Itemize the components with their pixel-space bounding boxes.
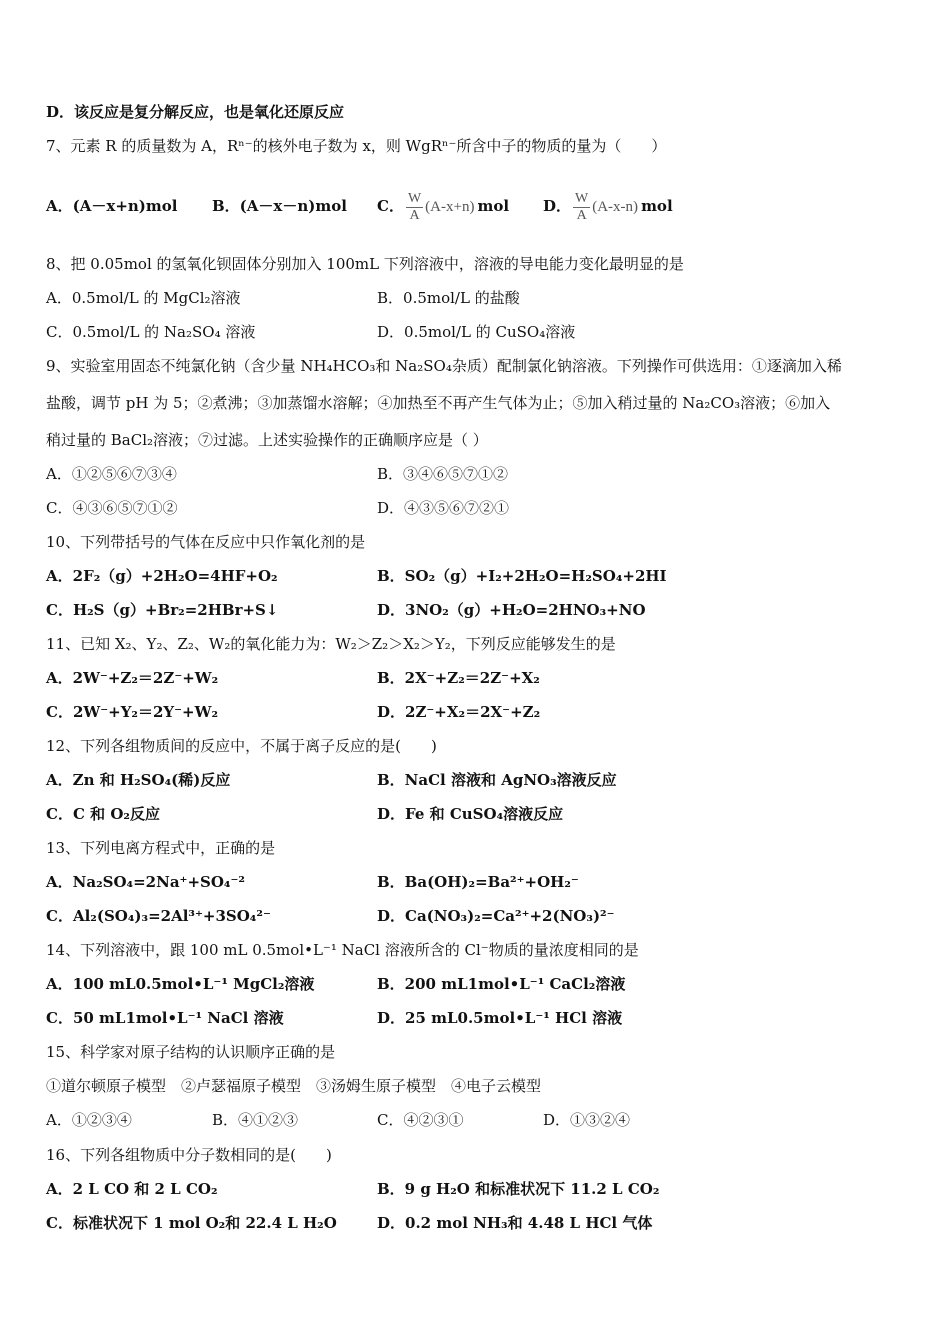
q12-option-d: D．Fe 和 CuSO₄溶液反应 bbox=[377, 805, 564, 823]
q11-option-a: A．2W⁻+Z₂＝2Z⁻+W₂ bbox=[46, 669, 219, 687]
q12-option-c: C．C 和 O₂反应 bbox=[46, 805, 160, 823]
q7-option-c-unit: mol bbox=[477, 197, 510, 215]
q8-stem: 8、把 0.05mol 的氢氧化钡固体分别加入 100mL 下列溶液中，溶液的导电能力变化最明显的是 bbox=[46, 255, 684, 273]
q7-option-d bbox=[543, 172, 673, 240]
q7-option-d-unit: mol bbox=[641, 197, 673, 215]
q12-option-b: B．NaCl 溶液和 AgNO₃溶液反应 bbox=[377, 771, 617, 789]
q8-option-d: D．0.5mol/L 的 CuSO₄溶液 bbox=[377, 323, 576, 341]
q11-option-d: D．2Z⁻+X₂＝2X⁻+Z₂ bbox=[377, 703, 541, 721]
q9-option-a: A．①②⑤⑥⑦③④ bbox=[46, 465, 177, 483]
q7-stem: 7、元素 R 的质量数为 A，Rⁿ⁻的核外电子数为 x，则 WgRⁿ⁻所含中子的物质的量为（ ） bbox=[46, 137, 667, 155]
q11-option-c: C．2W⁻+Y₂＝2Y⁻+W₂ bbox=[46, 703, 219, 721]
q13-stem: 13、下列电离方程式中，正确的是 bbox=[46, 839, 276, 857]
q7-option-d-denominator: A bbox=[576, 207, 587, 223]
q7-option-a: A．(A－x+n)mol bbox=[46, 197, 178, 215]
q11-stem: 11、已知 X₂、Y₂、Z₂、W₂的氧化能力为：W₂＞Z₂＞X₂＞Y₂，下列反应能够发生的是 bbox=[46, 635, 616, 653]
q15-option-a: A．①②③④ bbox=[46, 1111, 132, 1129]
q15-models: ①道尔顿原子模型 ②卢瑟福原子模型 ③汤姆生原子模型 ④电子云模型 bbox=[46, 1077, 542, 1095]
q16-option-b: B．9 g H₂O 和标准状况下 11.2 L CO₂ bbox=[377, 1180, 660, 1198]
q12-stem: 12、下列各组物质间的反应中，不属于离子反应的是( ) bbox=[46, 737, 437, 755]
q8-option-b: B．0.5mol/L 的盐酸 bbox=[377, 289, 520, 307]
q9-option-b: B．③④⑥⑤⑦①② bbox=[377, 465, 509, 483]
q9-stem-line2: 盐酸，调节 pH 为 5；②煮沸；③加蒸馏水溶解；④加热至不再产生气体为止；⑤加入稍过量的 Na₂CO₃溶液；⑥加入 bbox=[46, 394, 831, 412]
q9-option-d: D．④③⑤⑥⑦②① bbox=[377, 499, 510, 517]
q13-option-b: B．Ba(OH)₂=Ba²⁺+OH₂⁻ bbox=[377, 873, 579, 891]
q7-option-c-expression: (A-x+n) bbox=[425, 199, 475, 215]
q7-option-c bbox=[377, 172, 509, 240]
q16-stem: 16、下列各组物质中分子数相同的是( ) bbox=[46, 1146, 332, 1164]
q11-option-b: B．2X⁻+Z₂＝2Z⁻+X₂ bbox=[377, 669, 540, 687]
q12-option-a: A．Zn 和 H₂SO₄(稀)反应 bbox=[46, 771, 231, 789]
q9-stem-line3: 稍过量的 BaCl₂溶液；⑦过滤。上述实验操作的正确顺序应是（ ） bbox=[46, 431, 488, 449]
q15-option-d: D．①③②④ bbox=[543, 1111, 631, 1129]
q13-option-c: C．Al₂(SO₄)₃=2Al³⁺+3SO₄²⁻ bbox=[46, 907, 271, 925]
q15-option-c: C．④②③① bbox=[377, 1111, 464, 1129]
q7-option-d-numerator: W bbox=[575, 190, 589, 206]
q16-option-a: A．2 L CO 和 2 L CO₂ bbox=[46, 1180, 218, 1198]
q9-option-c: C．④③⑥⑤⑦①② bbox=[46, 499, 178, 517]
q14-option-a: A．100 mL0.5mol•L⁻¹ MgCl₂溶液 bbox=[46, 975, 315, 993]
q14-option-c: C．50 mL1mol•L⁻¹ NaCl 溶液 bbox=[46, 1009, 284, 1027]
q10-option-a: A．2F₂（g）+2H₂O=4HF+O₂ bbox=[46, 567, 278, 585]
q7-option-c-fraction bbox=[406, 191, 423, 224]
q14-option-d: D．25 mL0.5mol•L⁻¹ HCl 溶液 bbox=[377, 1009, 623, 1027]
q16-option-c: C．标准状况下 1 mol O₂和 22.4 L H₂O bbox=[46, 1214, 337, 1232]
q10-option-c: C．H₂S（g）+Br₂=2HBr+S↓ bbox=[46, 601, 279, 619]
q10-option-d: D．3NO₂（g）+H₂O=2HNO₃+NO bbox=[377, 601, 646, 619]
q7-option-b: B．(A－x－n)mol bbox=[212, 197, 347, 215]
q7-option-d-fraction bbox=[573, 191, 590, 224]
q7-option-c-label: C． bbox=[377, 197, 404, 215]
q10-option-b: B．SO₂（g）+I₂+2H₂O=H₂SO₄+2HI bbox=[377, 567, 667, 585]
q8-option-a: A．0.5mol/L 的 MgCl₂溶液 bbox=[46, 289, 241, 307]
q14-option-b: B．200 mL1mol•L⁻¹ CaCl₂溶液 bbox=[377, 975, 626, 993]
q13-option-d: D．Ca(NO₃)₂=Ca²⁺+2(NO₃)²⁻ bbox=[377, 907, 615, 925]
q10-stem: 10、下列带括号的气体在反应中只作氧化剂的是 bbox=[46, 533, 366, 551]
q8-option-c: C．0.5mol/L 的 Na₂SO₄ 溶液 bbox=[46, 323, 256, 341]
q7-option-d-expression: (A-x-n) bbox=[592, 199, 639, 215]
q14-stem: 14、下列溶液中，跟 100 mL 0.5mol•L⁻¹ NaCl 溶液所含的 Cl⁻物质的量浓度相同的是 bbox=[46, 941, 639, 959]
q7-option-c-denominator: A bbox=[409, 207, 420, 223]
q7-option-d-label: D． bbox=[543, 197, 572, 215]
q7-option-c-numerator: W bbox=[407, 190, 422, 206]
q9-stem-line1: 9、实验室用固态不纯氯化钠（含少量 NH₄HCO₃和 Na₂SO₄杂质）配制氯化钠溶液。下列操作可供选用：①逐滴加入稀 bbox=[46, 357, 842, 375]
q15-stem: 15、科学家对原子结构的认识顺序正确的是 bbox=[46, 1043, 336, 1061]
q6-option-d: D．该反应是复分解反应，也是氧化还原反应 bbox=[46, 103, 345, 121]
q13-option-a: A．Na₂SO₄=2Na⁺+SO₄⁻² bbox=[46, 873, 245, 891]
q16-option-d: D．0.2 mol NH₃和 4.48 L HCl 气体 bbox=[377, 1214, 653, 1232]
q15-option-b: B．④①②③ bbox=[212, 1111, 299, 1129]
